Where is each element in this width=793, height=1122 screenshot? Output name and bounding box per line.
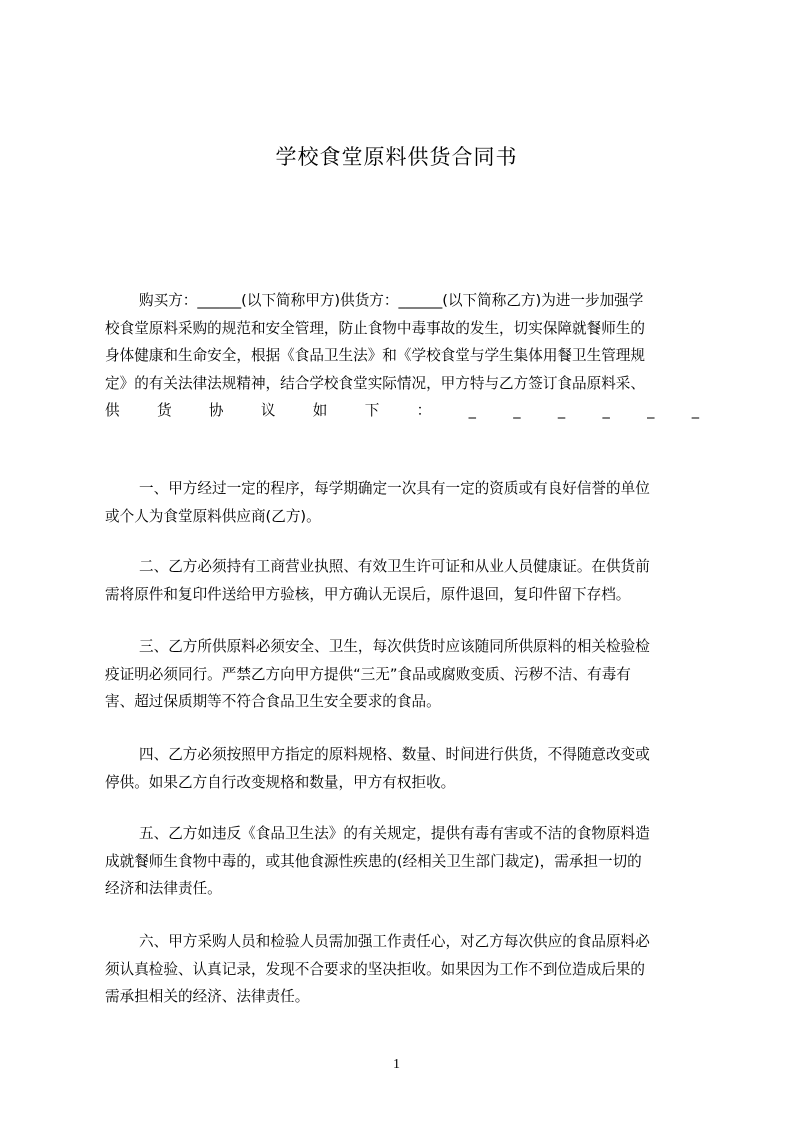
spread-char: 下 (364, 402, 380, 419)
clause-line: 疫证明必须同行。严禁乙方向甲方提供“三无”食品或腐败变质、污秽不洁、有毒有 (105, 665, 631, 683)
clause-line: 害、超过保质期等不符合食品卫生安全要求的食品。 (105, 693, 441, 710)
clause-line: 需承担相关的经济、法律责任。 (105, 988, 310, 1005)
clause-line: 五、乙方如违反《食品卫生法》的有关规定，提供有毒有害或不洁的食物原料造 (139, 825, 650, 842)
clause-paragraph-2 (105, 553, 699, 608)
preamble-paragraph (105, 287, 699, 425)
spread-char: 供 (105, 402, 120, 419)
page-number: 1 (393, 1057, 400, 1072)
spread-char: _ (647, 402, 655, 419)
spread-char: _ (557, 402, 566, 419)
preamble-line: 购买方：______(以下简称甲方)供货方：______(以下简称乙方)为进一步加强学 (139, 292, 644, 309)
preamble-line: 校食堂原料采购的规范和安全管理，防止食物中毒事故的发生，切实保障就餐师生的 (105, 319, 645, 337)
spread-char: ： (416, 402, 432, 419)
preamble-line: 身体健康和生命安全，根据《食品卫生法》和《学校食堂与学生集体用餐卫生管理规 (105, 347, 645, 364)
clause-line: 需将原件和复印件送给甲方验核，甲方确认无误后，原件退回，复印件留下存档。 (105, 585, 631, 603)
clause-paragraph-5 (105, 820, 699, 903)
spread-char: _ (691, 402, 699, 419)
clause-line: 成就餐师生食物中毒的，或其他食源性疾患的(经相关卫生部门裁定)，需承担一切的 (105, 852, 642, 870)
spread-char: _ (602, 402, 610, 419)
clause-line: 停供。如果乙方自行改变规格和数量，甲方有权拒收。 (105, 773, 456, 791)
spread-char: 议 (260, 402, 276, 419)
clause-line: 二、乙方必须持有工商营业执照、有效卫生许可证和从业人员健康证。在供货前 (139, 558, 650, 575)
document-title: 学校食堂原料供货合同书 (275, 145, 518, 169)
clause-line: 三、乙方所供原料必须安全、卫生，每次供货时应该随同所供原料的相关检验检 (139, 638, 650, 655)
clause-line: 六、甲方采购人员和检验人员需加强工作责任心，对乙方每次供应的食品原料必 (139, 933, 650, 950)
clause-paragraph-6 (105, 928, 699, 1011)
clause-line: 经济和法律责任。 (105, 880, 222, 897)
clause-line: 或个人为食堂原料供应商(乙方)。 (105, 507, 321, 525)
spread-char: 协 (208, 402, 224, 419)
preamble-spread-line (105, 397, 699, 425)
clause-line: 一、甲方经过一定的程序，每学期确定一次具有一定的资质或有良好信誉的单位 (139, 480, 650, 497)
clause-paragraph-4 (105, 741, 699, 796)
spread-char: 如 (312, 402, 328, 419)
clause-paragraph-1 (105, 475, 699, 530)
clause-line: 四、乙方必须按照甲方指定的原料规格、数量、时间进行供货，不得随意改变或 (139, 746, 650, 763)
clause-paragraph-3 (105, 633, 699, 716)
spread-char: _ (513, 402, 521, 419)
preamble-line: 定》的有关法律法规精神，结合学校食堂实际情况，甲方特与乙方签订食品原料采、 (105, 374, 645, 392)
spread-char: 货 (156, 402, 172, 419)
spread-char: _ (468, 402, 476, 419)
clause-line: 须认真检验、认真记录，发现不合要求的坚决拒收。如果因为工作不到位造成后果的 (105, 960, 645, 978)
